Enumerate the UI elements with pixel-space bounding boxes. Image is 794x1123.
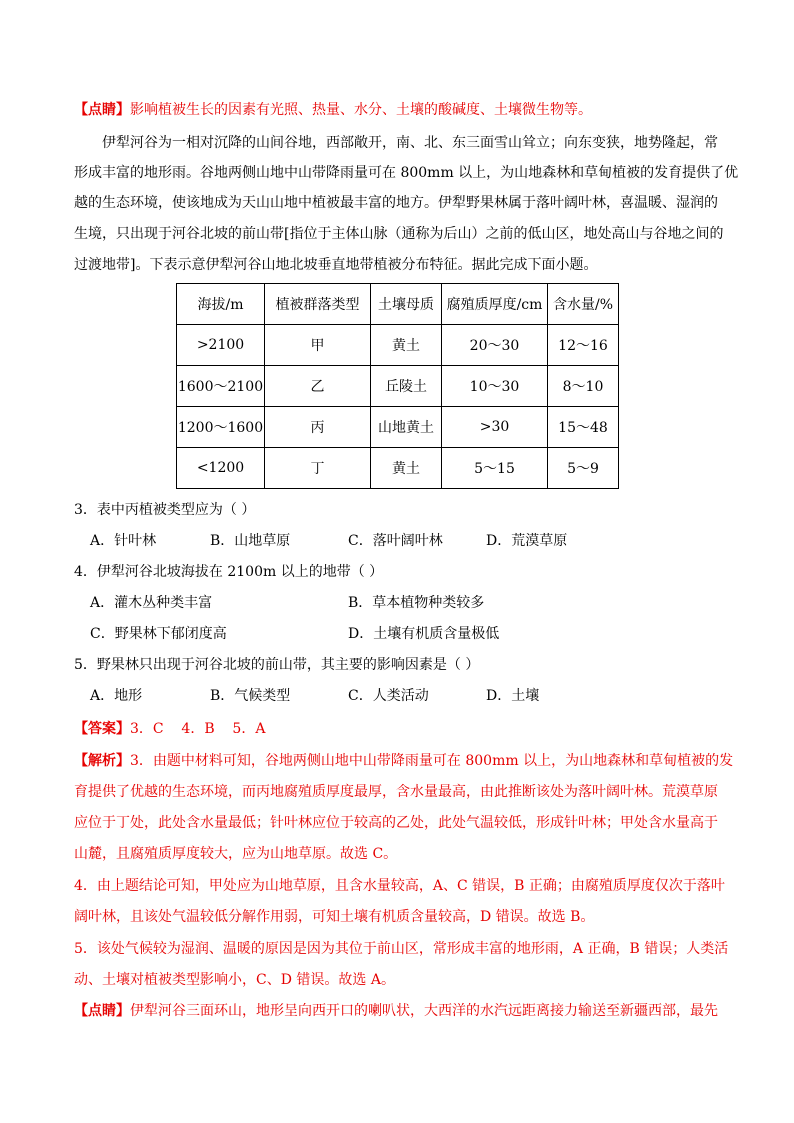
question-3-option-b: B．山地草原 xyxy=(210,533,291,549)
table-cell: 5～9 xyxy=(548,448,619,489)
table-row xyxy=(177,366,619,407)
tip-tag: 【点睛】 xyxy=(74,1003,130,1019)
table-header-cell: 含水量/% xyxy=(548,284,619,325)
analysis-line-1 xyxy=(74,751,734,771)
table-cell: 甲 xyxy=(265,325,371,366)
analysis-line-5: 4．由上题结论可知，甲处应为山地草原，且含水量较高，A、C 错误，B 正确；由腐殖质厚度仅次于落叶 xyxy=(74,878,725,894)
analysis-line-3: 应位于丁处，此处含水量最低；针叶林应位于较高的乙处，此处气温较低，形成针叶林；甲处含水量高于 xyxy=(74,815,718,831)
table-cell: 12～16 xyxy=(548,325,619,366)
table-cell: 10～30 xyxy=(442,366,548,407)
question-5-option-b: B．气候类型 xyxy=(210,688,291,704)
table-cell: >2100 xyxy=(177,325,265,366)
passage-line-4: 生境，只出现于河谷北坡的前山带[指位于主体山脉（通称为后山）之前的低山区，地处高山与谷地之间的 xyxy=(74,226,724,242)
analysis-text: 3．由题中材料可知，谷地两侧山地中山带降雨量可在 800mm 以上，为山地森林和草甸植被的发 xyxy=(130,753,734,769)
table-cell: 15～48 xyxy=(548,407,619,448)
question-4-option-c: C．野果林下郁闭度高 xyxy=(90,626,227,642)
question-4-option-d: D．土壤有机质含量极低 xyxy=(348,626,500,642)
table-header-cell: 土壤母质 xyxy=(371,284,442,325)
question-5-option-c: C．人类活动 xyxy=(348,688,429,704)
tip-paragraph-1 xyxy=(74,100,724,120)
question-3-option-c: C．落叶阔叶林 xyxy=(348,533,443,549)
answer-text: 3．C 4．B 5．A xyxy=(130,721,266,737)
passage-line-2: 形成丰富的地形雨。谷地两侧山地中山带降雨量可在 800mm 以上，为山地森林和草甸植被的发育提供了优 xyxy=(74,165,739,181)
tip-tag: 【点睛】 xyxy=(74,102,130,118)
analysis-line-6: 阔叶林，且该处气温较低分解作用弱，可知土壤有机质含量较高，D 错误。故选 B。 xyxy=(74,909,595,925)
question-4-option-b: B．草本植物种类较多 xyxy=(348,595,485,611)
table-cell: 黄土 xyxy=(371,325,442,366)
table-header-cell: 海拔/m xyxy=(177,284,265,325)
question-3-option-a: A．针叶林 xyxy=(90,533,157,549)
tip-paragraph-2 xyxy=(74,1001,724,1021)
table-cell: <1200 xyxy=(177,448,265,489)
analysis-line-7: 5．该处气候较为湿润、温暖的原因是因为其位于前山区，常形成丰富的地形雨，A 正确，B 错误；人类活 xyxy=(74,941,729,957)
answer-tag: 【答案】 xyxy=(74,721,130,737)
table-cell: 黄土 xyxy=(371,448,442,489)
table-cell: 1600～2100 xyxy=(177,366,265,407)
table-header-cell: 植被群落类型 xyxy=(265,284,371,325)
table-row xyxy=(177,448,619,489)
table-cell: 乙 xyxy=(265,366,371,407)
table-cell: 丁 xyxy=(265,448,371,489)
table-cell: 8～10 xyxy=(548,366,619,407)
analysis-line-8: 动、土壤对植被类型影响小，C、D 错误。故选 A。 xyxy=(74,972,395,988)
table-row xyxy=(177,325,619,366)
analysis-line-2: 育提供了优越的生态环境，而丙地腐殖质厚度最厚，含水量最高，由此推断该处为落叶阔叶林。荒漠草原 xyxy=(74,784,718,800)
table-cell: 丙 xyxy=(265,407,371,448)
analysis-tag: 【解析】 xyxy=(74,753,130,769)
passage-line-3: 越的生态环境，使该地成为天山山地中植被最丰富的地方。伊犁野果林属于落叶阔叶林，喜温暖、湿润的 xyxy=(74,195,718,211)
question-5-option-a: A．地形 xyxy=(90,688,143,704)
table-header-cell: 腐殖质厚度/cm xyxy=(442,284,548,325)
tip-text: 影响植被生长的因素有光照、热量、水分、土壤的酸碱度、土壤微生物等。 xyxy=(130,102,592,118)
table-cell: 20～30 xyxy=(442,325,548,366)
question-4-option-a: A．灌木丛种类丰富 xyxy=(90,595,213,611)
passage-line-5: 过渡地带]。下表示意伊犁河谷山地北坡垂直地带植被分布特征。据此完成下面小题。 xyxy=(74,257,598,273)
table-header-row xyxy=(177,284,619,325)
tip-text: 伊犁河谷三面环山，地形呈向西开口的喇叭状，大西洋的水汽远距离接力输送至新疆西部，最先 xyxy=(130,1003,718,1019)
question-5-option-d: D．土壤 xyxy=(486,688,540,704)
analysis-line-4: 山麓，且腐殖质厚度较大，应为山地草原。故选 C。 xyxy=(74,846,398,862)
passage-line-1: 伊犁河谷为一相对沉降的山间谷地，西部敞开，南、北、东三面雪山耸立；向东变狭，地势隆起，常 xyxy=(102,135,718,151)
table-cell: 山地黄土 xyxy=(371,407,442,448)
question-3-option-d: D．荒漠草原 xyxy=(486,533,568,549)
question-3-stem: 3．表中丙植被类型应为（ ） xyxy=(74,502,256,518)
question-4-stem: 4．伊犁河谷北坡海拔在 2100m 以上的地带（ ） xyxy=(74,564,384,580)
answer-line xyxy=(74,719,724,739)
table-row xyxy=(177,407,619,448)
table-cell: 1200～1600 xyxy=(177,407,265,448)
question-5-stem: 5．野果林只出现于河谷北坡的前山带，其主要的影响因素是（ ） xyxy=(74,657,480,673)
table-cell: 5～15 xyxy=(442,448,548,489)
vegetation-table xyxy=(176,283,619,489)
table-cell: 丘陵土 xyxy=(371,366,442,407)
table-cell: >30 xyxy=(442,407,548,448)
